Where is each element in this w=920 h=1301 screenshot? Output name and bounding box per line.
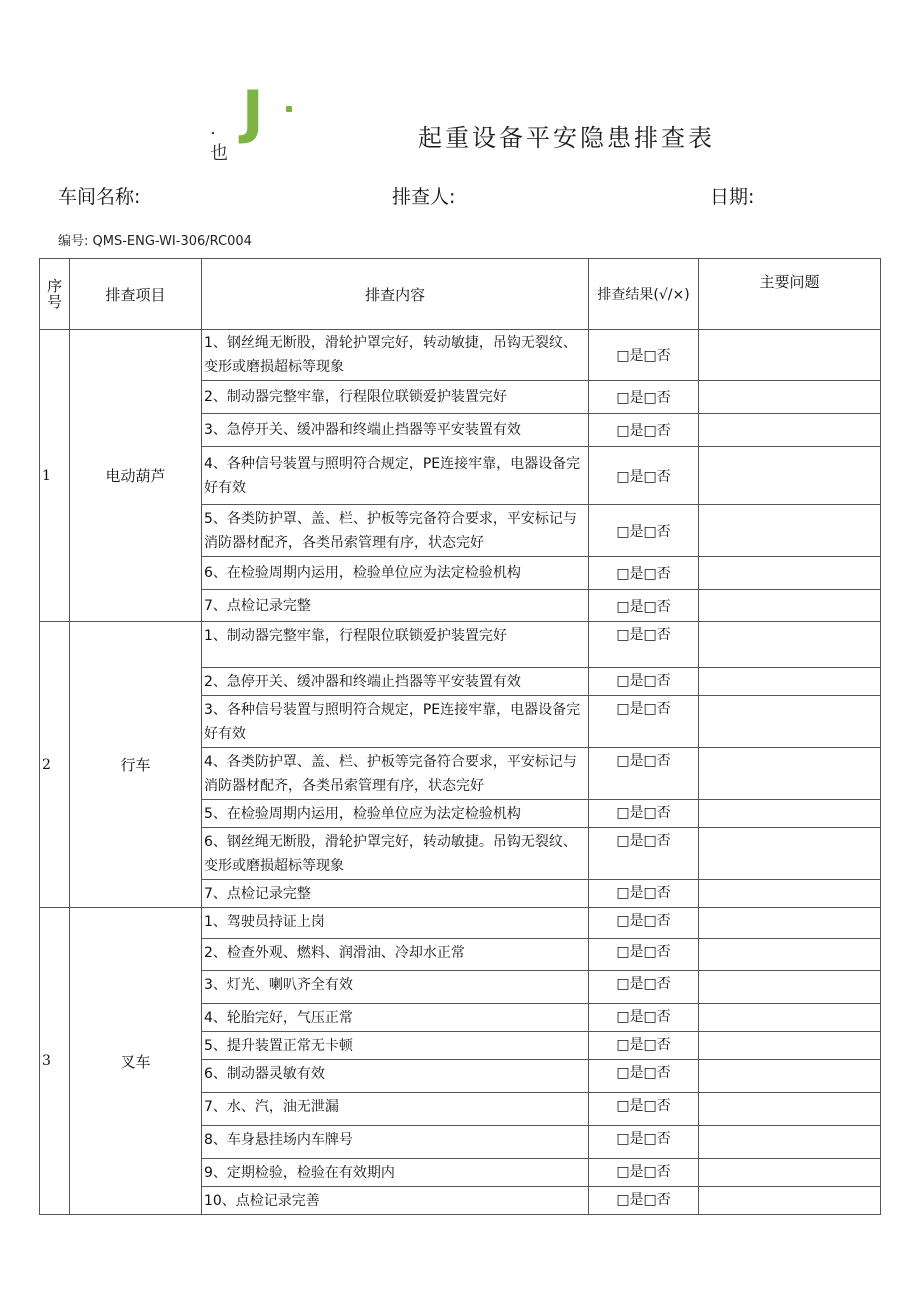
issue-cell[interactable] xyxy=(698,1187,880,1215)
issue-cell[interactable] xyxy=(698,971,880,1004)
issue-cell[interactable] xyxy=(698,1159,880,1187)
result-checkbox[interactable]: □是□否 xyxy=(589,908,699,939)
table-header-row xyxy=(40,259,881,330)
header-issue: 主要问题 xyxy=(698,259,880,330)
group-number: 3 xyxy=(40,908,70,1215)
result-checkbox[interactable]: □是□否 xyxy=(589,1126,699,1159)
issue-cell[interactable] xyxy=(698,505,880,557)
inspection-content: 6、制动器灵敏有效 xyxy=(201,1060,588,1093)
group-number: 2 xyxy=(40,622,70,908)
inspection-content: 6、钢丝绳无断股，滑轮护罩完好，转动敏捷。吊钩无裂纹、变形或磨损超标等现象 xyxy=(201,828,588,880)
result-checkbox[interactable]: □是□否 xyxy=(589,800,699,828)
table-row xyxy=(40,330,881,381)
inspection-content: 4、轮胎完好，气压正常 xyxy=(201,1004,588,1032)
result-checkbox[interactable]: □是□否 xyxy=(589,590,699,622)
result-checkbox[interactable]: □是□否 xyxy=(589,880,699,908)
header-item: 排查项目 xyxy=(70,259,202,330)
result-checkbox[interactable]: □是□否 xyxy=(589,557,699,590)
issue-cell[interactable] xyxy=(698,1093,880,1126)
issue-cell[interactable] xyxy=(698,1060,880,1093)
issue-cell[interactable] xyxy=(698,1126,880,1159)
inspection-content: 1、驾驶员持证上岗 xyxy=(201,908,588,939)
issue-cell[interactable] xyxy=(698,1004,880,1032)
issue-cell[interactable] xyxy=(698,381,880,414)
inspection-content: 6、在检验周期内运用，检验单位应为法定检验机构 xyxy=(201,557,588,590)
issue-cell[interactable] xyxy=(698,939,880,971)
result-checkbox[interactable]: □是□否 xyxy=(589,447,699,505)
inspection-content: 5、提升装置正常无卡顿 xyxy=(201,1032,588,1060)
inspection-content: 2、急停开关、缓冲器和终端止挡器等平安装置有效 xyxy=(201,668,588,696)
inspection-content: 8、车身悬挂场内车牌号 xyxy=(201,1126,588,1159)
result-checkbox[interactable]: □是□否 xyxy=(589,1159,699,1187)
result-checkbox[interactable]: □是□否 xyxy=(589,505,699,557)
result-checkbox[interactable]: □是□否 xyxy=(589,1187,699,1215)
logo-small-text: . 也 xyxy=(210,118,229,164)
inspection-content: 10、点检记录完善 xyxy=(201,1187,588,1215)
table-body xyxy=(40,330,881,1215)
header-result: 排查结果(√/×) xyxy=(589,259,699,330)
table-row xyxy=(40,908,881,939)
issue-cell[interactable] xyxy=(698,696,880,748)
inspection-content: 7、水、汽，油无泄漏 xyxy=(201,1093,588,1126)
result-checkbox[interactable]: □是□否 xyxy=(589,1060,699,1093)
inspection-content: 5、在检验周期内运用，检验单位应为法定检验机构 xyxy=(201,800,588,828)
inspection-content: 7、点检记录完整 xyxy=(201,880,588,908)
inspection-content: 9、定期检验，检验在有效期内 xyxy=(201,1159,588,1187)
result-checkbox[interactable]: □是□否 xyxy=(589,668,699,696)
inspection-content: 3、急停开关、缓冲器和终端止挡器等平安装置有效 xyxy=(201,414,588,447)
result-checkbox[interactable]: □是□否 xyxy=(589,828,699,880)
date-label: 日期: xyxy=(710,186,755,208)
inspection-table xyxy=(39,258,881,1215)
result-checkbox[interactable]: □是□否 xyxy=(589,1032,699,1060)
issue-cell[interactable] xyxy=(698,330,880,381)
workshop-label: 车间名称: xyxy=(58,186,141,208)
result-checkbox[interactable]: □是□否 xyxy=(589,1004,699,1032)
inspection-content: 7、点检记录完整 xyxy=(201,590,588,622)
result-checkbox[interactable]: □是□否 xyxy=(589,330,699,381)
inspection-content: 1、钢丝绳无断股，滑轮护罩完好，转动敏捷，吊钩无裂纹、变形或磨损超标等现象 xyxy=(201,330,588,381)
header-content: 排查内容 xyxy=(201,259,588,330)
issue-cell[interactable] xyxy=(698,908,880,939)
inspection-content: 4、各类防护罩、盖、栏、护板等完备符合要求，平安标记与消防器材配齐，各类吊索管理有序，状态完好 xyxy=(201,748,588,800)
result-checkbox[interactable]: □是□否 xyxy=(589,381,699,414)
issue-cell[interactable] xyxy=(698,447,880,505)
result-checkbox[interactable]: □是□否 xyxy=(589,1093,699,1126)
result-checkbox[interactable]: □是□否 xyxy=(589,622,699,668)
inspection-content: 3、灯光、喇叭齐全有效 xyxy=(201,971,588,1004)
issue-cell[interactable] xyxy=(698,880,880,908)
inspection-item: 叉车 xyxy=(70,908,202,1215)
logo-letter: J xyxy=(242,78,264,146)
inspection-content: 1、制动器完整牢靠，行程限位联锁爱护装置完好 xyxy=(201,622,588,668)
result-checkbox[interactable]: □是□否 xyxy=(589,414,699,447)
issue-cell[interactable] xyxy=(698,800,880,828)
inspection-item: 行车 xyxy=(70,622,202,908)
inspection-content: 2、制动器完整牢靠，行程限位联锁爱护装置完好 xyxy=(201,381,588,414)
inspection-content: 2、检查外观、燃料、润滑油、冷却水正常 xyxy=(201,939,588,971)
page-title: 起重设备平安隐患排查表 xyxy=(418,124,715,152)
header-no: 序号 xyxy=(40,259,70,330)
inspection-content: 4、各种信号装置与照明符合规定，PE连接牢靠，电器设备完好有效 xyxy=(201,447,588,505)
issue-cell[interactable] xyxy=(698,622,880,668)
result-checkbox[interactable]: □是□否 xyxy=(589,696,699,748)
issue-cell[interactable] xyxy=(698,590,880,622)
inspector-label: 排查人: xyxy=(392,186,456,208)
inspection-item: 电动葫芦 xyxy=(70,330,202,622)
issue-cell[interactable] xyxy=(698,414,880,447)
table-row xyxy=(40,622,881,668)
group-number: 1 xyxy=(40,330,70,622)
result-checkbox[interactable]: □是□否 xyxy=(589,748,699,800)
issue-cell[interactable] xyxy=(698,1032,880,1060)
issue-cell[interactable] xyxy=(698,748,880,800)
inspection-content: 5、各类防护罩、盖、栏、护板等完备符合要求，平安标记与消防器材配齐，各类吊索管理有序，状态完好 xyxy=(201,505,588,557)
issue-cell[interactable] xyxy=(698,668,880,696)
result-checkbox[interactable]: □是□否 xyxy=(589,971,699,1004)
result-checkbox[interactable]: □是□否 xyxy=(589,939,699,971)
issue-cell[interactable] xyxy=(698,828,880,880)
inspection-content: 3、各种信号装置与照明符合规定，PE连接牢靠，电器设备完好有效 xyxy=(201,696,588,748)
logo-dot xyxy=(286,106,292,112)
issue-cell[interactable] xyxy=(698,557,880,590)
document-code: 编号: QMS-ENG-WI-306/RC004 xyxy=(58,234,252,249)
